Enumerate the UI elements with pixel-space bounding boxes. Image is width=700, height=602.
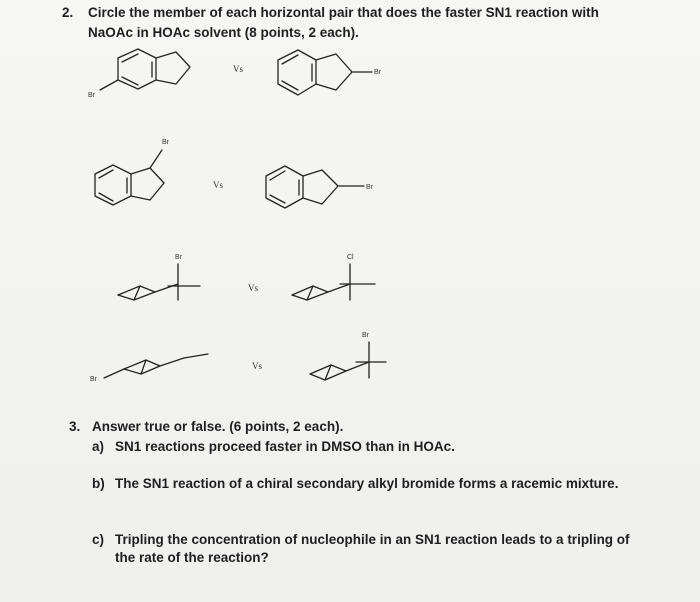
question-2-number: 2. [62, 5, 74, 20]
pair2-vs-label: Vs [213, 180, 224, 190]
pair2-left-molecule[interactable] [95, 139, 170, 205]
question-3b-text: The SN1 reaction of a chiral secondary alkyl bromide forms a racemic mixture. [115, 476, 619, 491]
pair1-right-br-label: Br [374, 69, 381, 76]
question-2-line2: NaOAc in HOAc solvent (8 points, 2 each). [88, 25, 359, 40]
question-3a-text: SN1 reactions proceed faster in DMSO than in HOAc. [115, 439, 455, 454]
question-2-line1: Circle the member of each horizontal pair that does the faster SN1 reaction with [88, 5, 599, 20]
question-3c-line1: Tripling the concentration of nucleophile in an SN1 reaction leads to a tripling of [115, 532, 630, 547]
pair1-left-molecule[interactable] [88, 49, 190, 99]
pair4-right-molecule[interactable] [310, 332, 386, 380]
pair1-left-br-label: Br [88, 92, 95, 99]
question-3-title: Answer true or false. (6 points, 2 each). [92, 419, 344, 434]
pair2-left-br-label: Br [162, 139, 169, 146]
pair1-vs-label: Vs [233, 64, 244, 74]
pair4-right-br-label: Br [362, 332, 369, 339]
question-3a-letter: a) [92, 439, 105, 454]
pair2-right-br-label: Br [366, 184, 373, 191]
pair3-left-br-label: Br [175, 254, 182, 261]
question-3-number: 3. [69, 419, 81, 434]
pair3-vs-label: Vs [248, 283, 259, 293]
pair1-right-molecule[interactable] [278, 50, 382, 95]
pair4-vs-label: Vs [252, 361, 263, 371]
pair2-right-molecule[interactable] [266, 166, 374, 208]
question-3b-letter: b) [92, 476, 105, 491]
pair4-left-br-label: Br [90, 376, 97, 383]
pair3-right-molecule[interactable] [292, 254, 375, 300]
question-3c-line2: the rate of the reaction? [115, 550, 269, 565]
pair3-left-molecule[interactable] [118, 254, 200, 300]
pair3-right-cl-label: Cl [347, 254, 354, 261]
question-3c-letter: c) [92, 532, 105, 547]
pair4-left-molecule[interactable] [90, 354, 208, 383]
